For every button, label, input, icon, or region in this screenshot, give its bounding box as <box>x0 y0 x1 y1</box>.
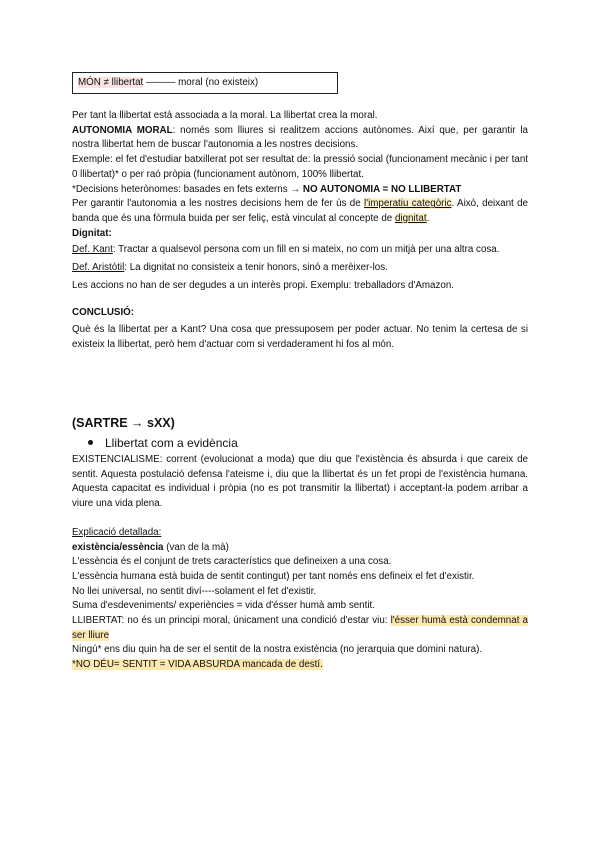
paragraph-ningu: Ningú* ens diu quin ha de ser el sentit de la nostra existència (no jerarquia que domini natura). <box>72 644 483 656</box>
dignitat-heading: Dignitat: <box>72 227 112 239</box>
section-sartre <box>72 453 528 673</box>
def-kant-text: : Tractar a qualsevol persona com un fill en si mateix, no com un mitjà per una altra cosa. <box>112 244 500 256</box>
garantir-text-b: . Això, deixant de banda que és una fòrmula buida per ser feliç, està vinculat al concepte de <box>72 198 528 224</box>
bullet-dot-icon <box>88 440 93 445</box>
autonomia-text: : només som lliures si realitzem accions autònomes. Així que, per garantir la nostra llibertat hem de buscar l'autonomia a les nostres decisions. <box>72 124 528 151</box>
section-kant <box>72 109 528 353</box>
llibertat-highlight: l'ésser humà està condemnat a ser lliure <box>72 615 528 641</box>
autonomia-label: AUTONOMIA MORAL <box>72 124 173 136</box>
llibertat-text: LLIBERTAT: no és un principi moral, únicament una condició d'estar viu: <box>72 615 391 627</box>
paragraph-moral: Per tant la llibertat està associada a la moral. La llibertat crea la moral. <box>72 110 378 121</box>
highlight-box <box>72 72 338 94</box>
bullet-item <box>88 436 238 450</box>
decisions-bold: NO AUTONOMIA = NO LLIBERTAT <box>302 183 462 195</box>
paragraph-suma: Suma d'esdeveniments/ experiències = vida d'ésser humà amb sentit. <box>72 600 375 612</box>
decisions-text: *Decisions heterònomes: basades en fets externs → <box>72 183 303 195</box>
no-deu-highlight: *NO DÉU= SENTIT = VIDA ABSURDA mancada de destí. <box>72 659 323 671</box>
def-aristotil-label: Def. Aristòtil <box>72 262 125 274</box>
paragraph-conclusio: Què és la llibertat per a Kant? Una cosa que pressuposem per poder actuar. No tenim la certesa de si existeix la llibertat, però hem d'actuar com si verdaderament hi fos al món. <box>72 324 528 350</box>
paragraph-no-deu <box>72 658 528 673</box>
existencia-rest: (van de la mà) <box>163 541 229 553</box>
explicacio-heading: Explicació detallada: <box>72 526 162 538</box>
def-kant-label: Def. Kant <box>72 244 113 256</box>
paragraph-no-llei: No llei universal, no sentit diví----solament el fet d'existir. <box>72 585 317 597</box>
paragraph-existencialisme: EXISTENCIALISME: corrent (evolucionat a moda) que diu que l'existència és absurda i que careix de sentit. Aquesta postulació defensa l'ateisme i, diu que la llibertat és un fet propi de l'existència humana. Aquesta capacitat es individual i pròpia (no es pot transmitir la llibertat) i acceptant-la podem arribar a viure una vida plena. <box>72 454 528 510</box>
paragraph-accions: Les accions no han de ser degudes a un interès propi. Exemplu: treballadors d'Amazon. <box>72 279 455 291</box>
def-aristotil-text: : La dignitat no consisteix a tenir honors, sinó a merèixer-los. <box>124 262 388 274</box>
paragraph-existencia <box>72 541 528 556</box>
garantir-text-c: . <box>426 212 430 224</box>
existencia-bold: existència/essència <box>72 541 164 553</box>
box-left-text: MÓN ≠ llibertat <box>78 77 144 88</box>
paragraph-autonomia <box>72 124 528 153</box>
paragraph-llibertat <box>72 614 528 643</box>
paragraph-decisions <box>72 183 528 198</box>
paragraph-essencia-2: L'essència humana està buida de sentit contingut) per tant només ens defineix el fet d'existir. <box>72 570 475 582</box>
dignitat-link: dignitat <box>394 212 427 224</box>
paragraph-def-kant <box>72 243 528 258</box>
garantir-text-a: Per garantir l'autonomia a les nostres decisions hem de fer ús de <box>72 198 365 210</box>
paragraph-def-aristotil <box>72 261 528 276</box>
box-right-text: moral (no existeix) <box>178 77 259 88</box>
conclusio-heading: CONCLUSIÓ: <box>72 307 135 319</box>
sartre-heading: (SARTRE → sXX) <box>72 416 175 430</box>
paragraph-exemple: Exemple: el fet d'estudiar batxillerat pot ser resultat de: la pressió social (funcionament mecànic i per tant 0 llibertat)* o per raó pròpia (funcionament autònom, 100% llibertat. <box>72 154 528 180</box>
paragraph-essencia-1: L'essència és el conjunt de trets característics que defineixen a una cosa. <box>72 556 392 568</box>
box-dashes: ——— <box>143 77 179 88</box>
paragraph-garantir <box>72 197 528 226</box>
imperatiu-link: l'imperatiu categòric <box>364 198 452 210</box>
bullet-text: Llibertat com a evidència <box>105 436 238 450</box>
